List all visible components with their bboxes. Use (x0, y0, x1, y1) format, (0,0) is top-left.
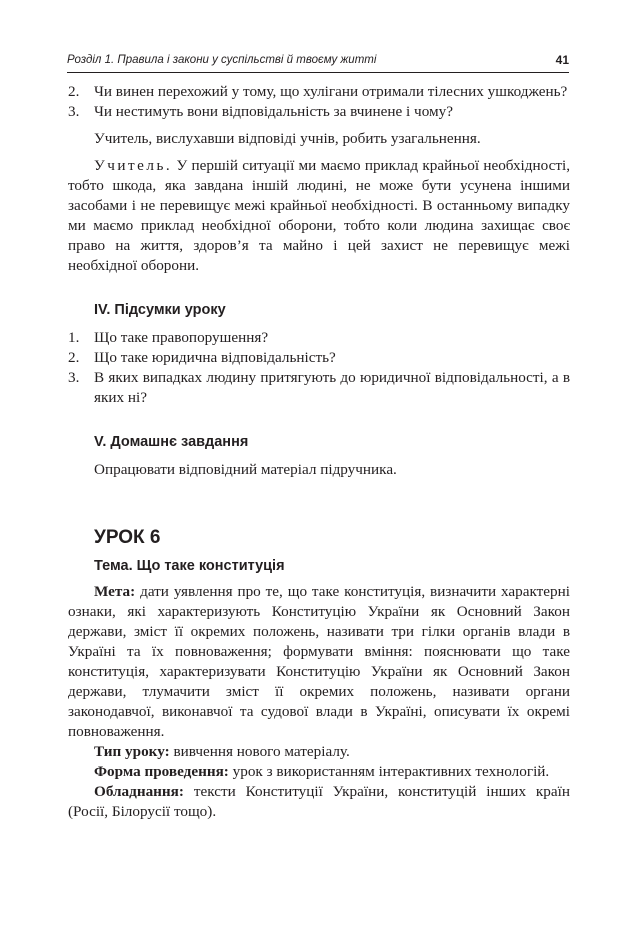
section-title-summary: IV. Підсумки уроку (94, 302, 226, 318)
page-header (67, 52, 569, 73)
page-content (68, 82, 570, 822)
list-item (68, 82, 570, 102)
item-text: Що таке юридична відповідальність? (94, 349, 336, 366)
equipment-label: Обладнання: (94, 783, 184, 800)
teacher-text: У першій ситуації ми маємо приклад крайньої необхідності, тобто шкода, яка завдана іншій людині, не може бути усунена іншими засобами і не перевищує межі крайньої необхідності. В останньому випадку ми маємо приклад необхідної оборони, тобто коли людина захищає своє право на життя, здоров’я та майно і цей захист не перевищує межі необхідної оборони. (68, 157, 570, 274)
running-head: Розділ 1. Правила і закони у суспільстві й твоєму житті (67, 54, 377, 66)
item-number: 1. (68, 329, 80, 346)
type-text: вивчення нового матеріалу. (169, 743, 350, 760)
item-number: 3. (68, 369, 80, 386)
item-text: Чи нестимуть вони відповідальність за вчинене і чому? (94, 103, 453, 120)
list-item (68, 102, 570, 122)
item-text: В яких випадках людину притягують до юридичної відповідальності, а в яких ні? (94, 369, 570, 406)
list-item (68, 328, 570, 348)
item-number: 3. (68, 103, 80, 120)
teacher-paragraph (68, 156, 570, 276)
section-title-homework: V. Домашнє завдання (94, 434, 249, 450)
homework-text: Опрацювати відповідний матеріал підручника. (94, 461, 397, 478)
goal-label: Мета: (94, 583, 136, 600)
goal-paragraph (68, 582, 570, 742)
goal-text: дати уявлення про те, що таке конституція, визначити характерні ознаки, які характеризують Конституцію України як Основний Закон держави, зміст її окремих положень, називати три гілки органів влади в Україні та їх повноваження; формувати вміння: пояснювати що таке конституція, характеризувати Конституцію України як Основний Закон держави, тлумачити зміст її окремих положень, називати органи законодавчої, виконавчої та судової влади в Україні, описувати їх окремі повноваження. (68, 583, 570, 740)
type-label: Тип уроку: (94, 743, 170, 760)
form-paragraph (68, 762, 570, 782)
item-number: 2. (68, 349, 80, 366)
teacher-summary: Учитель, вислухавши відповіді учнів, робить узагальнення. (94, 130, 481, 147)
lesson-topic: Тема. Що таке конституція (94, 558, 285, 574)
teacher-label: Учитель. (94, 157, 173, 174)
type-paragraph (68, 742, 570, 762)
list-item (68, 348, 570, 368)
item-number: 2. (68, 83, 80, 100)
page-number: 41 (555, 53, 569, 67)
form-text: урок з використанням інтерактивних технологій. (228, 763, 550, 780)
form-label: Форма проведення: (94, 763, 229, 780)
item-text: Що таке правопорушення? (94, 329, 269, 346)
item-text: Чи винен перехожий у тому, що хулігани отримали тілесних ушкоджень? (94, 83, 568, 100)
equipment-text: тексти Конституції України, конституцій інших країн (Росії, Білорусії тощо). (68, 783, 570, 820)
lesson-title: УРОК 6 (94, 527, 161, 548)
list-item (68, 368, 570, 408)
equipment-paragraph (68, 782, 570, 822)
